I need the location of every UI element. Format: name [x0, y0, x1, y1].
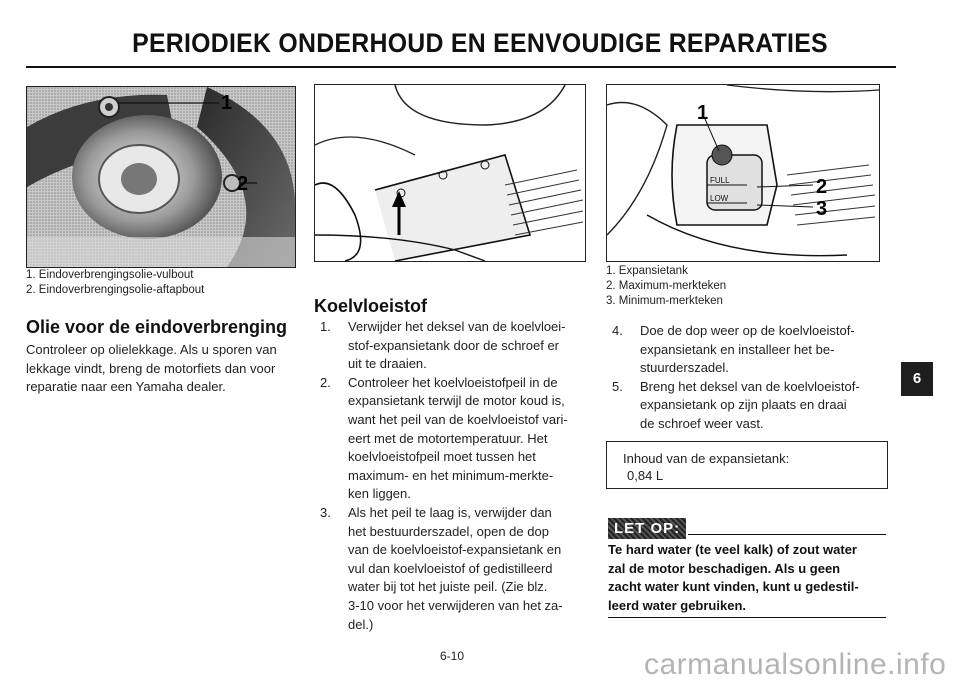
list-item	[314, 504, 596, 634]
step-line: de schroef weer vast.	[640, 415, 764, 431]
step-line: Als het peil te laag is, verwijder dan	[348, 504, 552, 520]
step-line: Verwijder het deksel van de koelvloei-	[348, 319, 566, 334]
tank-callout-1: 1	[697, 102, 709, 124]
coolant-cover-drawing	[315, 85, 585, 261]
caption-drain-bolt: 2. Eindoverbrengingsolie-aftapbout	[26, 284, 205, 296]
step-line: maximum- en het minimum-merkte-	[348, 467, 554, 483]
step-line: stuurderszadel.	[640, 360, 729, 376]
list-item	[606, 378, 896, 434]
step-number: 1.	[320, 319, 331, 334]
capacity-label: Inhoud van de expansietank:	[623, 451, 790, 466]
warning-line: Te hard water (te veel kalk) of zout water	[608, 542, 857, 557]
photo-callout-1: 1	[221, 92, 233, 114]
right-caption-list	[606, 264, 886, 309]
step-line: Breng het deksel van de koelvloeistof-	[640, 378, 860, 394]
step-line: expansietank terwijl de motor koud is,	[348, 393, 565, 409]
step-line: water bij tot het juiste peil. (Zie blz.	[348, 579, 548, 595]
warning-text	[608, 541, 892, 615]
step-line: koelvloeistofpeil moet tussen het	[348, 449, 536, 465]
photo-callout-2: 2	[237, 173, 249, 195]
tank-callout-2: 2	[816, 176, 828, 198]
capacity-value: 0,84 L	[627, 468, 664, 483]
step-line: Doe de dop weer op de koelvloeistof-	[640, 323, 855, 338]
step-line: eert met de motortemperatuur. Het	[348, 430, 548, 446]
coolant-steps-continued	[606, 322, 896, 434]
header-rule	[26, 66, 896, 68]
section-heading-coolant: Koelvloeistof	[314, 296, 428, 316]
step-line: expansietank en installeer het be-	[640, 341, 835, 357]
paragraph-line: Controleer op olielekkage. Als u sporen van	[26, 342, 277, 357]
step-line: stof-expansietank door de schroef er	[348, 337, 560, 353]
step-line: want het peil van de koelvloeistof vari-	[348, 411, 568, 427]
left-caption-list	[26, 268, 306, 298]
paragraph-line: reparatie naar een Yamaha dealer.	[26, 379, 226, 394]
final-drive-photo	[26, 86, 296, 268]
warning-line: leerd water gebruiken.	[608, 597, 746, 613]
step-number: 5.	[612, 378, 623, 394]
caption-min-mark: 3. Minimum-merkteken	[606, 295, 723, 307]
caption-fill-bolt: 1. Eindoverbrengingsolie-vulbout	[26, 269, 194, 281]
tank-full-label: FULL	[710, 176, 730, 185]
warning-line: zal de motor beschadigen. Als u geen	[608, 560, 841, 576]
warning-top-rule	[688, 534, 886, 535]
coolant-steps-list	[314, 318, 596, 634]
step-line: Controleer het koelvloeistofpeil in de	[348, 374, 558, 390]
step-line: ken liggen.	[348, 486, 411, 502]
page-number: 6-10	[440, 649, 465, 663]
watermark: carmanualsonline.info	[644, 648, 947, 681]
expansion-tank-drawing	[607, 85, 879, 261]
list-item	[314, 374, 596, 504]
step-line: del.)	[348, 616, 374, 632]
step-line: 3-10 voor het verwijderen van het za-	[348, 597, 563, 613]
capacity-box	[606, 441, 888, 489]
final-drive-oil-paragraph	[26, 341, 306, 397]
step-number: 4.	[612, 323, 623, 338]
page-title: PERIODIEK ONDERHOUD EN EENVOUDIGE REPARATIES	[132, 28, 828, 58]
list-item	[606, 322, 896, 378]
chapter-tab: 6	[901, 362, 933, 396]
paragraph-line: lekkage vindt, breng de motorfiets dan voor	[26, 360, 276, 376]
step-line: het bestuurderszadel, open de dop	[348, 523, 549, 539]
caption-expansion-tank: 1. Expansietank	[606, 265, 688, 277]
tank-low-label: LOW	[710, 194, 729, 203]
caption-max-mark: 2. Maximum-merkteken	[606, 280, 727, 292]
warning-line: zacht water kunt vinden, kunt u gedestil-	[608, 579, 859, 594]
step-line: van de koelvloeistof-expansietank en	[348, 542, 562, 558]
warning-bottom-rule	[608, 617, 886, 618]
final-drive-illustration	[27, 87, 295, 267]
expansion-tank-illustration	[606, 84, 880, 262]
coolant-cover-illustration	[314, 84, 586, 262]
step-number: 2.	[320, 374, 331, 390]
list-item	[314, 318, 596, 374]
warning-badge: LET OP:	[608, 518, 686, 539]
step-number: 3.	[320, 504, 331, 520]
step-line: uit te draaien.	[348, 356, 427, 372]
step-line: expansietank op zijn plaats en draai	[640, 397, 847, 413]
step-line: vul dan koelvloeistof of gedistilleerd	[348, 560, 553, 576]
tank-callout-3: 3	[816, 198, 828, 220]
section-heading-final-drive-oil: Olie voor de eindoverbrenging	[26, 317, 288, 337]
